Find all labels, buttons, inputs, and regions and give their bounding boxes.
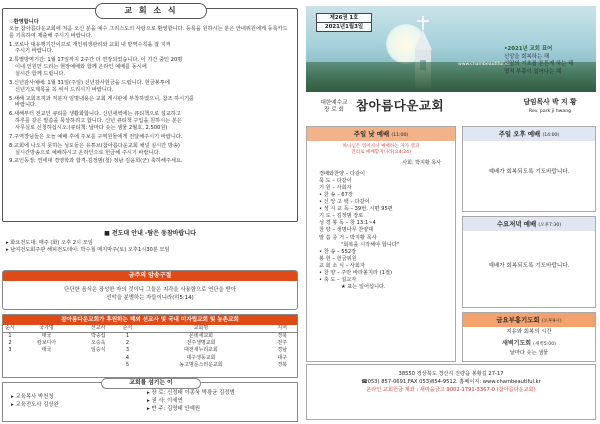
servants-left	[11, 393, 121, 409]
news-item-line: 하루를 같은 말씀을 묵상하려고 합니다. 신년 큐티책 구입을 원하시는 분은	[15, 118, 182, 125]
dawn-prayer-note: 날마다 솟는 샘물	[509, 350, 549, 357]
news-item-text: 새해 교회조직과 직분자 임명내용은 교회 게시판에 부착하였으니, 참조 하시기를	[13, 95, 195, 102]
issue-date: 2021년1월3일	[317, 22, 371, 31]
pastor-name: 담임목사 박 지 황	[523, 98, 577, 106]
col-header: 교회명	[134, 325, 267, 333]
service-time: (오후9시)	[541, 319, 562, 324]
friday-note: 지유와 회복의 시간	[506, 329, 552, 335]
news-item-line	[9, 80, 291, 87]
church-theme	[504, 46, 596, 76]
news-item-text: 특별방역기간: 1월 17일까지 2주간 더 연장되었습니다. 이 기간 중인 20명	[13, 57, 183, 64]
order-item: 봉 헌 – 헌금위원	[319, 255, 357, 262]
missions-header-row	[3, 325, 297, 333]
church-name: 참아름다운교회	[356, 98, 445, 113]
news-item-text: 새해부터 전교인 큐티를 생활화합니다. 신년새벽에는 큐티책으로 설교하고	[13, 111, 181, 118]
table-cell	[17, 362, 76, 369]
service-title: 주일 낮 예배	[353, 130, 390, 138]
service-verse	[307, 141, 455, 159]
news-item	[9, 134, 291, 141]
order-item: • 축 도 – 설교자	[319, 276, 357, 283]
col-header: 지역	[267, 325, 297, 333]
service-time: (오후7:30)	[538, 223, 562, 228]
news-item-line	[9, 158, 291, 165]
news-title: 교 회 소 식	[95, 3, 207, 19]
table-cell: 오승욱	[91, 340, 106, 347]
servant-line: ▸ 교육목사 박천청	[11, 394, 54, 400]
order-item: 교 회 소 식 – 사회자	[319, 262, 365, 269]
order-item: 말 씀 증 거 – 박지황 목사	[319, 234, 377, 241]
missions-section	[2, 314, 298, 378]
header-photo	[306, 6, 596, 92]
order-item: • 찬 송 – 67장	[319, 192, 353, 199]
col-header: 순서	[3, 325, 17, 333]
evangelism-line: ▸ 남여전도회주관 해피전도테이: 박수철 매지막주(토) 오후1시30분 모임	[6, 246, 170, 253]
order-item: "회복을 시작해야 합니다"	[341, 241, 400, 248]
table-cell: 경남	[277, 347, 288, 354]
news-item-text: 교인동정: 연세대 경영학과 합격-김정범(청) 정남 김윤희(군) 축하해주세요.	[13, 158, 183, 165]
news-item-line: 신년기도제목을 꼭 써서 드리시기 바랍니다.	[15, 86, 114, 93]
servants-title: 교회를 섬기는 이	[101, 378, 201, 389]
service-time: (11:00)	[391, 133, 409, 138]
table-cell: 경북	[277, 361, 288, 368]
news-item-text: 코로나 대유행기간이므로 개인위생관리와 교회 내 방역수칙을 잘 지켜	[13, 41, 171, 48]
news-item-line	[9, 96, 291, 103]
memory-verse-section	[2, 270, 298, 310]
news-item-number: 1.	[9, 41, 14, 48]
service-time: (새벽5:00)	[533, 342, 556, 348]
news-item-line	[9, 143, 291, 150]
order-item: ★ 표는 일어섭니다.	[341, 283, 386, 290]
table-cell: 4	[125, 354, 130, 361]
news-item	[9, 57, 291, 78]
table-cell: 경북	[277, 333, 288, 339]
news-item	[9, 96, 291, 110]
service-note: 예배가 회복되도록 기도바랍니다.	[488, 169, 570, 175]
missions-body	[3, 333, 297, 370]
servant-line: ▸ 반 주: 김영태 안예원	[147, 406, 201, 413]
memory-verse-line: 선악을 분별하는 자들이니라(히5:14)	[106, 295, 194, 302]
table-cell	[3, 362, 17, 369]
news-item-line: 실시간방송으로 예배하시고 온라인으로 헌금해 주시기 바랍니다.	[15, 149, 161, 156]
table-cell	[76, 355, 120, 362]
pastor-name-en: Rev. park ji hwang	[528, 109, 572, 114]
news-item-line: 실시간 함께 드립니다.	[15, 71, 66, 78]
table-cell: 1	[8, 333, 12, 339]
denomination-line: 대한예수교	[320, 100, 348, 106]
table-cell: 3	[125, 347, 130, 354]
servants-right	[147, 389, 297, 413]
table-row	[3, 347, 297, 354]
evangelism-section	[2, 228, 298, 266]
news-item-number: 8.	[9, 142, 14, 149]
church-footer	[306, 364, 596, 420]
servant-line: ▸ 권 사: 이세연	[147, 398, 183, 405]
table-cell: 태국	[41, 347, 52, 354]
news-item-number: 5.	[9, 95, 14, 102]
sunday-afternoon-title	[463, 127, 595, 141]
news-item	[9, 158, 291, 165]
table-cell	[76, 362, 120, 369]
dawn-prayer-title	[463, 340, 595, 348]
news-item	[9, 111, 291, 132]
table-cell: 캄보디아	[36, 340, 57, 347]
table-cell: 2	[125, 340, 130, 347]
footer-contact: ☎053) 857-0691,FAX 053)854-9512. 홈페이지: www.chambeautiful.kr	[361, 378, 541, 385]
service-title: 주일 오후 예배	[498, 130, 541, 138]
news-item-number: 2.	[9, 57, 14, 64]
servants-section	[2, 382, 298, 422]
order-item: • 찬 양 – 주만 바라볼지라 (1절)	[319, 269, 393, 276]
news-item-line: 바랍니다.	[15, 102, 37, 109]
servant-line: ▸ 교육전도사 김상완	[11, 402, 59, 409]
table-cell: 5	[125, 361, 130, 368]
evangelism-line: ▸ 화요전도대: 매주 (화) 오후 2시 모임	[6, 239, 93, 246]
news-item-number: 3.	[9, 79, 14, 86]
table-cell: 대구	[277, 354, 288, 361]
service-time: (14:00)	[542, 133, 560, 138]
sunday-morning-service	[306, 126, 456, 362]
footer-address: 38550 경상북도 경산시 진량읍 봉황길 27-17	[398, 371, 504, 377]
news-item	[9, 42, 291, 56]
order-item: 찬 양 – 생명나무 찬양대	[319, 227, 374, 234]
friday-title	[463, 313, 595, 327]
order-item: 경배와찬양 – 다같이	[319, 170, 365, 177]
news-item-text: 신년감사예배: 1월 31일(주일) 신년감사헌금을 드립니다. 헌금봉투에	[13, 79, 170, 86]
table-cell: 2	[8, 340, 12, 347]
theme-line: 신앙을 회복하는 해	[504, 53, 550, 60]
table-cell: 임승식	[91, 347, 106, 354]
news-item-line: 이내 인원만 드리는 현장예배와 함께 온라인 예배를 동시에	[15, 64, 147, 71]
news-item-text: 구역장님들은 오늘 예배 후에 주보를 구역원들에게 전달해주시기 바랍니다.	[13, 133, 183, 140]
table-row	[3, 355, 297, 362]
table-cell: 대전새누리교회	[184, 347, 218, 354]
right-column	[302, 2, 598, 422]
order-item: • 성 시 교 독 – 39번. 시편 95편	[319, 206, 393, 213]
service-note: 예배가 회복되도록 기도바랍니다.	[488, 263, 570, 269]
order-item: 성 경 봉 독 – 창 13:1~4	[319, 220, 376, 227]
news-item-number: 7.	[9, 133, 14, 140]
theme-heading: •2021년 교회 표어	[504, 46, 553, 52]
table-row	[3, 362, 297, 369]
sunday-afternoon-service	[462, 126, 596, 212]
table-cell	[3, 355, 17, 362]
table-cell: 태국	[41, 333, 52, 339]
denomination-line: 장 로 회	[324, 107, 344, 114]
col-header: 순서	[120, 325, 134, 333]
table-cell: 전주생명교회	[186, 340, 216, 347]
news-section	[2, 8, 298, 222]
footer-bank: 온라인 교회헌금 계좌 : 새마을금고 9002-1791-3367-0 (참아름다운교회)	[366, 386, 536, 393]
order-item: • 찬 송 – 552장	[319, 248, 357, 255]
denomination	[312, 100, 356, 115]
welcome-text: 오늘 참아름다운교회에 처음 오신 분을 예수 그리스도의 사랑으로 환영합니다. 등록을 원하시는 분은 안내위원에게 등록카드를 기록하여 제출해 주시기 바랍니다.	[9, 25, 288, 39]
wednesday-service	[462, 216, 596, 308]
order-item: 묵 도 – 다같이	[319, 178, 352, 185]
news-items	[9, 42, 291, 166]
memory-verse-line: 단단한 음식은 장성한 자의 것이니 그들은 지각을 사용함으로 연단을 받아	[64, 287, 236, 293]
order-of-worship	[307, 171, 455, 291]
news-item-line	[9, 134, 291, 141]
missions-table	[3, 325, 297, 369]
news-item-line: 사무실로 신청하십시오.(큐티책: 날마다 솟는 샘물 2월호, 2,500원)	[15, 125, 168, 132]
table-cell: 전주	[277, 340, 288, 347]
news-item-number: 9.	[9, 158, 14, 165]
table-cell: 대구생동교회	[186, 354, 216, 361]
servant-line: ▸ 장 로: 신정태 이종욱 박광균 김정범	[147, 390, 235, 396]
table-cell: 농고명문스러운교회	[179, 361, 223, 368]
service-title: 수요저녁 예배	[496, 220, 537, 228]
service-title: 금요부흥기도회	[496, 316, 540, 324]
verse-line: 진리로 예배할지니라(요4:24)	[351, 150, 411, 156]
missions-title: 참아름다운교회가 후원하는 해외 선교사 및 국내 미자립교회 및 농촌교회	[3, 315, 297, 325]
news-item	[9, 80, 291, 94]
issue-number: 제26권 1호	[329, 15, 359, 21]
friday-prayer	[462, 312, 596, 362]
evangelism-title: ■ 전도대 안내 -탐은 동참바랍니다	[104, 230, 196, 237]
col-header: 선교사	[76, 325, 120, 333]
service-presider: 사회: 박지황 목사	[402, 160, 441, 167]
wednesday-title	[463, 217, 595, 231]
table-cell: 박종섭	[91, 333, 106, 339]
news-item-line: 주시기 바랍니다.	[15, 48, 54, 55]
issue-box	[316, 13, 372, 32]
news-item-text: 교회에 나오지 못하는 성도들은 유튜브(참아름다운교회 채널 실시간 방송)	[13, 142, 180, 149]
left-column	[2, 2, 298, 422]
verse-line: 하나님은 영이시니 예배하는 자가 영과	[342, 144, 420, 149]
table-cell: 1	[125, 333, 130, 339]
theme-line: 영적 부흥이 일어나는 해	[504, 68, 562, 75]
table-cell	[17, 355, 76, 362]
col-header: 국가명	[17, 325, 76, 333]
sunday-morning-title	[307, 127, 455, 141]
table-cell: 몬테세교회	[188, 333, 213, 339]
church-title-bar	[306, 94, 596, 120]
news-item-number: 6.	[9, 111, 14, 118]
order-item: 기 도 – 김정범 장로	[319, 213, 364, 220]
news-item	[9, 143, 291, 157]
welcome-heading: ♡환영합니다	[9, 19, 39, 25]
table-cell: 3	[8, 347, 12, 354]
theme-line: 신앙의 기초를 튼튼케 하는 해	[504, 61, 574, 68]
header-url: www.chambeautiful.kr	[458, 62, 510, 67]
order-item: 기 원 – 사회자	[319, 185, 352, 192]
memory-verse-title: 금주의 암송구절	[3, 271, 297, 281]
order-item: • 신 앙 고 백 – 다같이	[319, 199, 370, 206]
memory-verse-text	[3, 281, 297, 302]
service-title: 새벽기도회	[502, 340, 532, 348]
